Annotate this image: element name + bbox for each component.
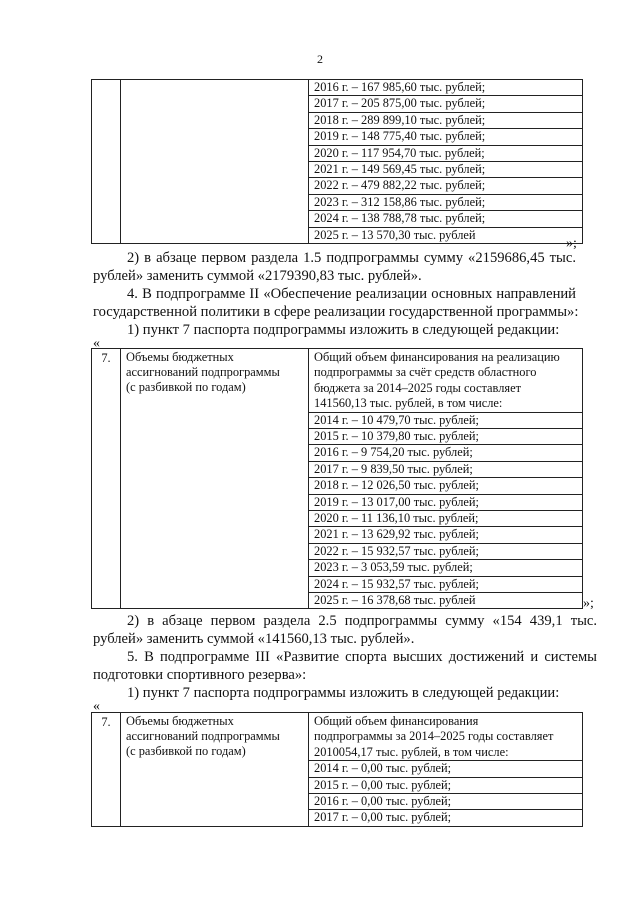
table-cell-number: 7. [92, 349, 121, 609]
paragraph-line: подготовки спортивного резерва»: [93, 667, 307, 683]
table-cell-label [121, 80, 309, 244]
year-row: 2017 г. – 9 839,50 тыс. рублей; [309, 462, 582, 478]
paragraph-line: рублей» заменить суммой «141560,13 тыс. рублей». [93, 631, 415, 647]
paragraph-line: государственной политики в сфере реализации государственной программы»: [93, 304, 579, 320]
paragraph-line: 2) в абзаце первом раздела 2.5 подпрограммы сумму «154 439,1 тыс. [127, 613, 597, 629]
year-row: 2025 г. – 16 378,68 тыс. рублей [314, 592, 476, 607]
year-row: 2014 г. – 0,00 тыс. рублей; [309, 761, 582, 777]
closing-quote: »; [566, 236, 577, 251]
year-row: 2016 г. – 9 754,20 тыс. рублей; [309, 445, 582, 461]
budget-table-continuation [91, 79, 583, 244]
table-cell-financing [309, 80, 583, 244]
paragraph-line: 1) пункт 7 паспорта подпрограммы изложить в следующей редакции: [127, 322, 560, 338]
year-row: 2015 г. – 10 379,80 тыс. рублей; [309, 429, 582, 445]
opening-quote: « [93, 336, 100, 351]
year-row: 2023 г. – 3 053,59 тыс. рублей; [309, 560, 582, 576]
closing-quote: »; [583, 596, 594, 611]
year-row: 2021 г. – 13 629,92 тыс. рублей; [309, 527, 582, 543]
year-row: 2024 г. – 138 788,78 тыс. рублей; [309, 211, 582, 227]
paragraph-line: 1) пункт 7 паспорта подпрограммы изложить в следующей редакции: [127, 685, 560, 701]
year-row: 2022 г. – 479 882,22 тыс. рублей; [309, 178, 582, 194]
table-cell-financing [309, 713, 583, 827]
year-row: 2018 г. – 289 899,10 тыс. рублей; [309, 113, 582, 129]
table-cell-number [92, 80, 121, 244]
opening-quote: « [93, 699, 100, 714]
year-row: 2018 г. – 12 026,50 тыс. рублей; [309, 478, 582, 494]
year-row: 2019 г. – 13 017,00 тыс. рублей; [309, 495, 582, 511]
page-number: 2 [317, 52, 323, 66]
paragraph-line: рублей» заменить суммой «2179390,83 тыс. рублей». [93, 268, 422, 284]
year-row: 2015 г. – 0,00 тыс. рублей; [309, 778, 582, 794]
financing-intro: Общий объем финансирования подпрограммы за 2014–2025 годы составляет 2010054,17 тыс. рублей, в том числе: [309, 713, 582, 761]
table-cell-label: Объемы бюджетных ассигнований подпрограммы (с разбивкой по годам) [121, 713, 309, 827]
budget-table-subprogram-2 [91, 348, 583, 609]
year-row: 2022 г. – 15 932,57 тыс. рублей; [309, 544, 582, 560]
table-cell-label: Объемы бюджетных ассигнований подпрограммы (с разбивкой по годам) [121, 349, 309, 609]
year-row: 2020 г. – 117 954,70 тыс. рублей; [309, 146, 582, 162]
year-row: 2021 г. – 149 569,45 тыс. рублей; [309, 162, 582, 178]
year-row: 2014 г. – 10 479,70 тыс. рублей; [309, 413, 582, 429]
year-row: 2023 г. – 312 158,86 тыс. рублей; [309, 195, 582, 211]
year-row: 2017 г. – 205 875,00 тыс. рублей; [309, 96, 582, 112]
year-row: 2019 г. – 148 775,40 тыс. рублей; [309, 129, 582, 145]
budget-table-subprogram-3 [91, 712, 583, 827]
year-row: 2017 г. – 0,00 тыс. рублей; [314, 810, 452, 825]
paragraph-line: 5. В подпрограмме III «Развитие спорта высших достижений и системы [127, 649, 597, 665]
financing-intro: Общий объем финансирования на реализацию подпрограммы за счёт средств областного бюджета за 2014–2025 годы составляет 141560,13 тыс. рублей, в том числе: [309, 349, 582, 413]
table-cell-number: 7. [92, 713, 121, 827]
table-cell-financing [309, 349, 583, 609]
year-row: 2024 г. – 15 932,57 тыс. рублей; [309, 577, 582, 593]
year-row: 2016 г. – 167 985,60 тыс. рублей; [309, 80, 582, 96]
paragraph-line: 4. В подпрограмме II «Обеспечение реализации основных направлений [127, 286, 576, 302]
year-row: 2025 г. – 13 570,30 тыс. рублей [314, 227, 476, 242]
year-row: 2016 г. – 0,00 тыс. рублей; [309, 794, 582, 810]
year-row: 2020 г. – 11 136,10 тыс. рублей; [309, 511, 582, 527]
paragraph-line: 2) в абзаце первом раздела 1.5 подпрограммы сумму «2159686,45 тыс. [127, 250, 576, 266]
